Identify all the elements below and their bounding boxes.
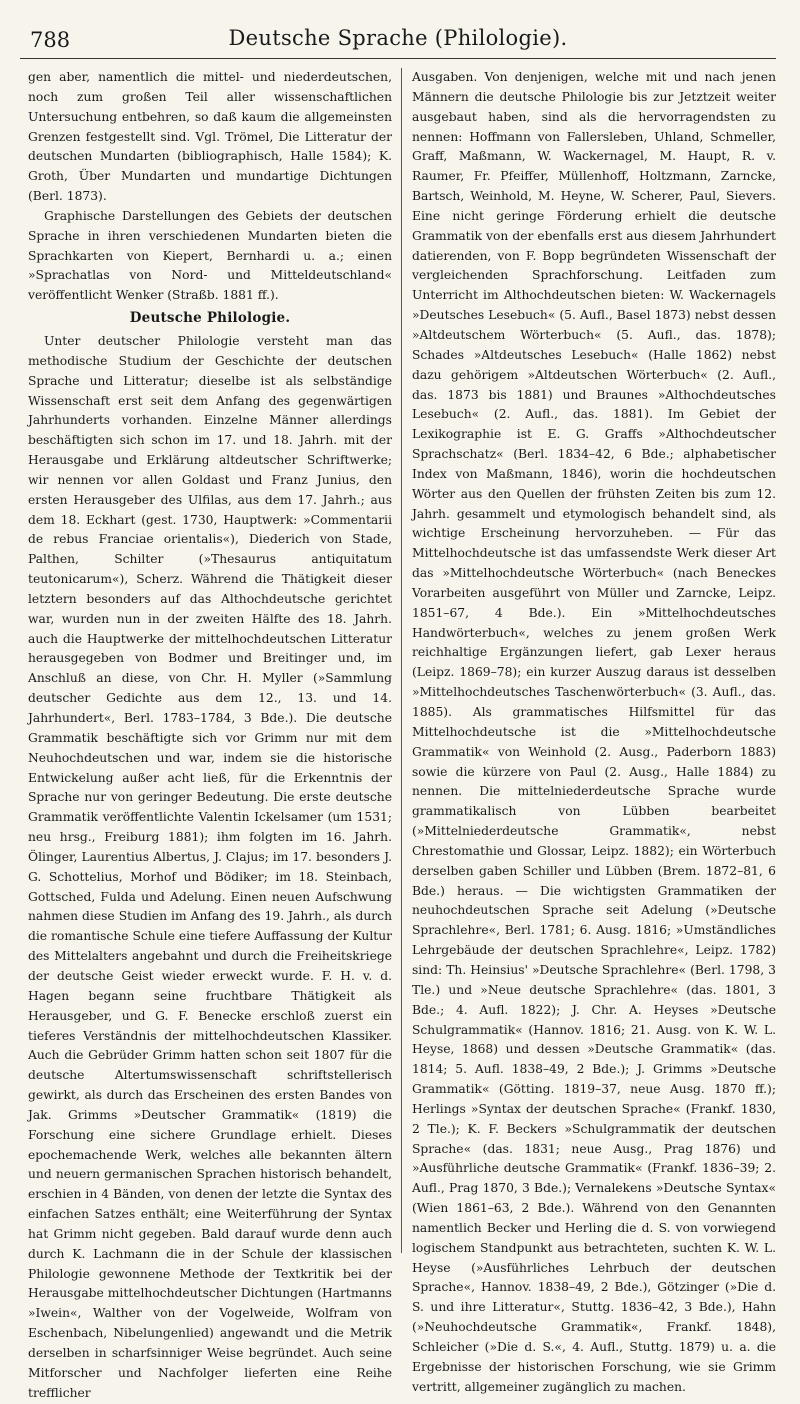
section-heading: Deutsche Philologie. xyxy=(129,310,291,327)
paragraph: Unter deutscher Philologie versteht man das methodische Studium der Geschichte der deutschen Sprache und Litteratur; dieselbe ist als selbständige Wissenschaft erst seit dem Anfang des gegenwärtigen Jahrhunderts vorhanden. Einzelne Männer allerdings beschäftigten sich schon im 17. und 18. Jahrh. mit der Herausgabe und Erklärung altdeutscher Schriftwerke; wir nennen vor allen Goldast und Franz Junius, den ersten Herausgeber des Ulfilas, aus dem 17. Jahrh.; aus dem 18. Eckhart (gest. 1730, Hauptwerk: »Commentarii de rebus Franciae orientalis«), Diederich von Stade, Palthen, Schilter (»Thesaurus antiquitatum teutonicarum«), Scherz. Während die Thätigkeit dieser letztern besonders auf das Althochdeutsche gerichtet war, wurden nun in der zweiten Hälfte des 18. Jahrh. auch die Hauptwerke der mittelhochdeutschen Litteratur herausgegeben von Bodmer und Breitinger und, im Anschluß an diese, von Chr. H. Myller (»Sammlung deutscher Gedichte aus dem 12., 13. und 14. Jahrhundert«, Berl. 1783–1784, 3 Bde.). Die deutsche Grammatik beschäftigte sich vor Grimm nur mit dem Neuhochdeutschen und war, indem sie die historische Entwickelung außer acht ließ, für die Erkenntnis der Sprache nur von geringer Bedeutung. Die erste deutsche Grammatik veröffentlichte Valentin Ickelsamer (um 1531; neu hrsg., Freiburg 1881); ihm folgten im 16. Jahrh. Ölinger, Laurentius Albertus, J. Clajus; im 17. besonders J. G. Schottelius, Morhof und Bödiker; im 18. Steinbach, Gottsched, Fulda und Adelung. Einen neuen Aufschwung nahmen diese Studien im Anfang des 19. Jahrh., als durch die romantische Schule eine tiefere Auffassung der Kultur des Mittelalters angebahnt und durch die Freiheitskriege der deutsche Geist wieder erweckt wurde. F. H. v. d. Hagen begann seine fruchtbare Thätigkeit als Herausgeber, und G. F. Benecke erschloß zuerst ein tieferes Verständnis der mittelhochdeutschen Klassiker. Auch die Gebrüder Grimm hatten schon seit 1807 für die deutsche Altertumswissenschaft schriftstellerisch gewirkt, als durch das Erscheinen des ersten Bandes von Jak. Grimms »Deutscher Grammatik« (1819) die Forschung eine sichere Grundlage erhielt. Dieses epochemachende Werk, welches alle bekannten ältern und neuern germanischen Sprachen historisch behandelt, erschien in 4 Bänden, von denen der letzte die Syntax des einfachen Satzes enthält; eine Weiterführung der Syntax hat Grimm nicht gegeben. Bald darauf wurde denn auch durch K. Lachmann die in der Schule der klassischen Philologie gewonnene Methode der Textkritik bei der Herausgabe mittelhochdeutscher Dichtungen (Hartmanns »Iwein«, Walther von der Vogelweide, Wolfram von Eschenbach, Nibelungenlied) angewandt und die Metrik derselben in scharfsinniger Weise begründet. Auch seine Mitforscher und Nachfolger lieferten eine Reihe trefflicher xyxy=(28,333,392,1400)
paragraph: Ausgaben. Von denjenigen, welche mit und nach jenen Männern die deutsche Philologie bis zur Jetztzeit weiter ausgebaut haben, sind als die hervorragendsten zu nennen: Hoffmann von Fallersleben, Uhland, Schmeller, Graff, Maßmann, W. Wackernagel, M. Haupt, R. v. Raumer, Fr. Pfeiffer, Müllenhoff, Holtzmann, Zarncke, Bartsch, Weinhold, M. Heyne, W. Scherer, Paul, Sievers. Eine nicht geringe Förderung erhielt die deutsche Grammatik von der ebenfalls erst aus diesem Jahrhundert datierenden, von F. Bopp begründeten Wissenschaft der vergleichenden Sprachforschung. Leitfaden zum Unterricht im Althochdeutschen bieten: W. Wackernagels »Deutsches Lesebuch« (5. Aufl., Basel 1873) nebst dessen »Altdeutschem Wörterbuch« (5. Aufl., das. 1878); Schades »Altdeutsches Lesebuch« (Halle 1862) nebst dazu gehörigem »Altdeutschen Wörterbuch« (2. Aufl., das. 1873 bis 1881) und Braunes »Althochdeutsches Lesebuch« (2. Aufl., das. 1881). Im Gebiet der Lexikographie ist E. G. Graffs »Althochdeutscher Sprachschatz« (Berl. 1834–42, 6 Bde.; alphabetischer Index von Maßmann, 1846), worin die hochdeutschen Wörter aus den Quellen der frühsten Zeiten bis zum 12. Jahrh. gesammelt und etymologisch behandelt sind, als wichtige Erscheinung hervorzuheben. — Für das Mittelhochdeutsche ist das umfassendste Werk dieser Art das »Mittelhochdeutsche Wörterbuch« (nach Beneckes Vorarbeiten ausgeführt von Müller und Zarncke, Leipz. 1851–67, 4 Bde.). Ein »Mittelhochdeutsches Handwörterbuch«, welches zu jenem großen Werk reichhaltige Ergänzungen liefert, gab Lexer heraus (Leipz. 1869–78); ein kurzer Auszug daraus ist desselben »Mittelhochdeutsches Taschenwörterbuch« (3. Aufl., das. 1885). Als grammatisches Hilfsmittel für das Mittelhochdeutsche ist die »Mittelhochdeutsche Grammatik« von Weinhold (2. Ausg., Paderborn 1883) sowie die kürzere von Paul (2. Ausg., Halle 1884) zu nennen. Die mittelniederdeutsche Sprache wurde grammatikalisch von Lübben bearbeitet (»Mittelniederdeutsche Grammatik«, nebst Chrestomathie und Glossar, Leipz. 1882); ein Wörterbuch derselben gaben Schiller und Lübben (Brem. 1872–81, 6 Bde.) heraus. — Die wichtigsten Grammatiken der neuhochdeutschen Sprache seit Adelung (»Deutsche Sprachlehre«, Berl. 1781; 6. Ausg. 1816; »Umständliches Lehrgebäude der deutschen Sprachlehre«, Leipz. 1782) sind: Th. Heinsius' »Deutsche Sprachlehre« (Berl. 1798, 3 Tle.) und »Neue deutsche Sprachlehre« (das. 1801, 3 Bde.; 4. Aufl. 1822); J. Chr. A. Heyses »Deutsche Schulgrammatik« (Hannov. 1816; 21. Ausg. von K. W. L. Heyse, 1868) und dessen »Deutsche Grammatik« (das. 1814; 5. Aufl. 1838–49, 2 Bde.); J. Grimms »Deutsche Grammatik« (Götting. 1819–37, neue Ausg. 1870 ff.); Herlings »Syntax der deutschen Sprache« (Frankf. 1830, 2 Tle.); K. F. Beckers »Schulgrammatik der deutschen Sprache« (das. 1831; neue Ausg., Prag 1876) und »Ausführliche deutsche Grammatik« (Frankf. 1836–39; 2. Aufl., Prag 1870, 3 Bde.); Vernalekens »Deutsche Syntax« (Wien 1861–63, 2 Bde.). Während von den Genannten namentlich Becker und Herling die d. S. von vorwiegend logischem Standpunkt aus betrachteten, suchten K. W. L. Heyse (»Ausführliches Lehrbuch der deutschen Sprache«, Hannov. 1838–49, 2 Bde.), Götzinger (»Die d. S. und ihre Litteratur«, Stuttg. 1836–42, 3 Bde.), Hahn (»Neuhochdeutsche Grammatik«, Frankf. 1848), Schleicher (»Die d. S.«, 4. Aufl., Stuttg. 1879) u. a. die Ergebnisse der historischen Forschung, wie sie Grimm vertritt, allgemeiner zugänglich zu machen. xyxy=(412,70,776,1394)
paragraph: gen aber, namentlich die mittel- und niederdeutschen, noch zum großen Teil aller wissenschaftlichen Untersuchung entbehren, so daß kaum die allgemeinsten Grenzen festgestellt sind. Vgl. Trömel, Die Litteratur der deutschen Mundarten (bibliographisch, Halle 1584); K. Groth, Über Mundarten und mundartige Dichtungen (Berl. 1873). xyxy=(28,70,392,204)
right-column xyxy=(412,68,776,1394)
page-header xyxy=(20,24,776,59)
page-number: 788 xyxy=(30,28,71,52)
paragraph: Graphische Darstellungen des Gebiets der deutschen Sprache in ihren verschiedenen Mundarten bieten die Sprachkarten von Kiepert, Bernhardi u. a.; einen »Sprachatlas von Nord- und Mitteldeutschland« veröffentlicht Wenker (Straßb. 1881 ff.). xyxy=(28,208,392,303)
left-column xyxy=(28,68,392,1400)
running-title: Deutsche Sprache (Philologie). xyxy=(228,26,568,50)
column-divider xyxy=(401,68,402,1253)
